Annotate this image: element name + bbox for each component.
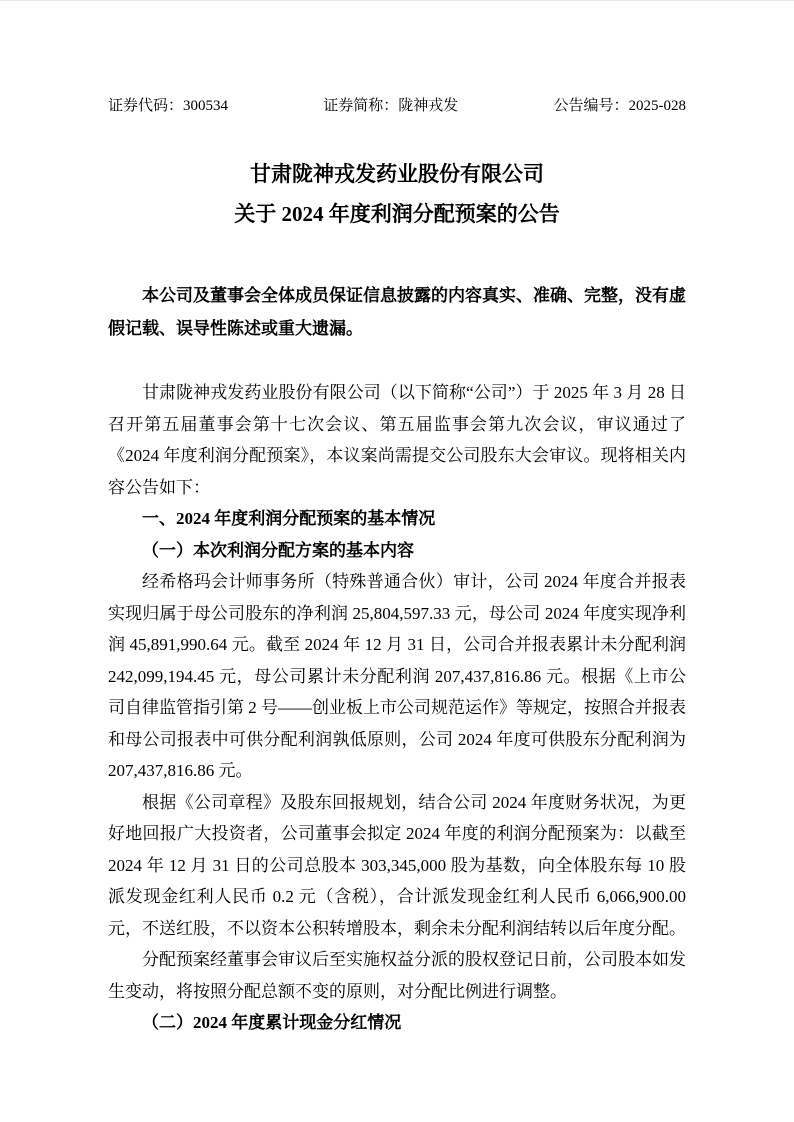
board-disclaimer: 本公司及董事会全体成员保证信息披露的内容真实、准确、完整，没有虚假记载、误导性陈述或重大遗漏。: [108, 286, 686, 338]
stock-short-name: 证券简称：陇神戎发: [323, 98, 459, 114]
audit-result-paragraph: 经希格玛会计师事务所（特殊普通合伙）审计，公司 2024 年度合并报表实现归属于母公司股东的净利润 25,804,597.33 元，母公司 2024 年度实现净利润 45,891,990.64 元。截至 2024 年 12 月 31 日，公司合并报表累计未分配利润 242,099,194.45 元，母公司累计未分配利润 207,437,816.86 元。根据《上市公司自律监管指引第 2 号——创业板上市公司规范运作》等规定，按照合并报表和母公司报表中可供分配利润孰低原则，公司 2024 年度可供股东分配利润为 207,437,816.86 元。: [108, 572, 686, 780]
distribution-plan-paragraph: 根据《公司章程》及股东回报规划，结合公司 2024 年度财务状况，为更好地回报广大投资者，公司董事会拟定 2024 年度的利润分配预案为：以截至 2024 年 12 月 31 日的公司总股本 303,345,000 股为基数，向全体股东每 10 股派发现金红利人民币 0.2 元（含税），合计派发现金红利人民币 6,066,900.00 元，不送红股，不以资本公积转增股本，剩余未分配利润结转以后年度分配。: [108, 792, 686, 938]
announcement-title: 关于 2024 年度利润分配预案的公告: [234, 202, 560, 226]
section-1-1-heading: （一）本次利润分配方案的基本内容: [142, 540, 414, 560]
section-1-2-heading: （二）2024 年度累计现金分红情况: [142, 1013, 402, 1032]
intro-paragraph: 甘肃陇神戎发药业股份有限公司（以下简称“公司”）于 2025 年 3 月 28 日召开第五届董事会第十七次会议、第五届监事会第九次会议，审议通过了《2024 年度利润分配预案》，本议案尚需提交公司股东大会审议。现将相关内容公告如下：: [108, 383, 686, 497]
announcement-number: 公告编号：2025-028: [553, 98, 686, 114]
section-1-heading: 一、2024 年度利润分配预案的基本情况: [142, 509, 436, 528]
document-header: [108, 97, 686, 115]
adjustment-paragraph: 分配预案经董事会审议后至实施权益分派的股权登记日前，公司股本如发生变动，将按照分配总额不变的原则，对分配比例进行调整。: [108, 950, 686, 1001]
stock-code: 证券代码：300534: [108, 98, 229, 114]
company-name-title: 甘肃陇神戎发药业股份有限公司: [250, 162, 544, 186]
